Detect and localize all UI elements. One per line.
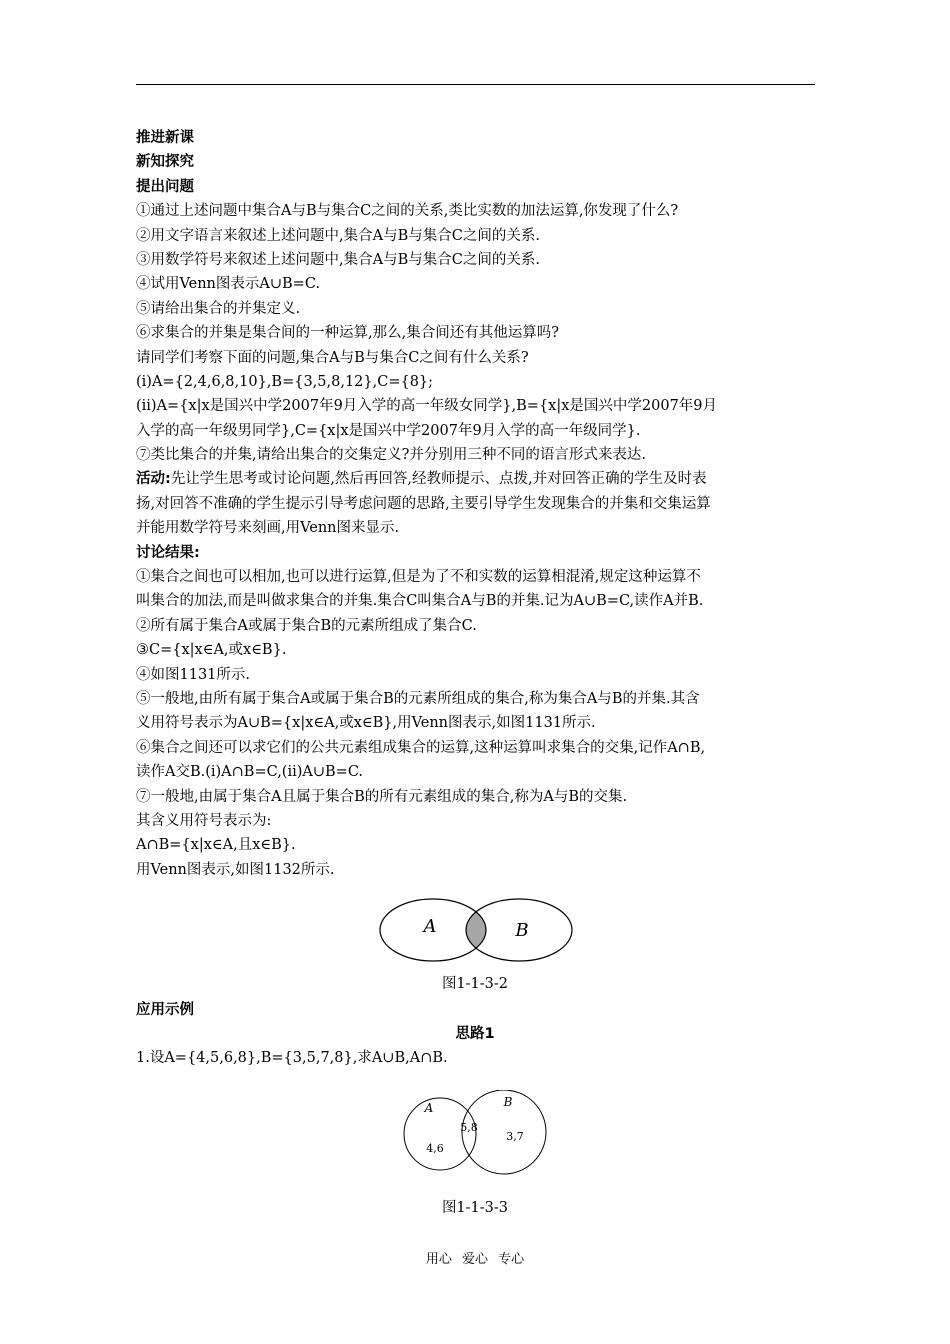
heading-explore: 新知探究 (136, 154, 194, 171)
heading-approach: 思路1 (455, 1026, 495, 1042)
figure1-caption: 图1-1-3-2 (441, 976, 509, 992)
question-line: 入学的高一年级男同学},C={x|x是国兴中学2007年9月入学的高一年级同学}. (136, 422, 641, 439)
set-b-label: B (515, 920, 529, 941)
set-b-label: B (503, 1095, 513, 1109)
question-line: ②用文字语言来叙述上述问题中,集合A与B与集合C之间的关系. (136, 227, 540, 244)
heading-application: 应用示例 (136, 1002, 194, 1018)
activity-text: 先让学生思考或讨论问题,然后再回答,经教师提示、点拨,并对回答正确的学生及时表 (170, 471, 707, 488)
main-content (136, 126, 816, 882)
venn-intersection-figure (376, 896, 576, 964)
question-line: ④试用Venn图表示A∪B=C. (136, 276, 321, 293)
question-line: (ⅱ)A={x|x是国兴中学2007年9月入学的高一年级女同学},B={x|x是国兴中学2007年9月 (136, 398, 718, 415)
discussion-line: ⑥集合之间还可以求它们的公共元素组成集合的运算,这种运算叫求集合的交集,记作A∩B, (136, 739, 706, 756)
question-line: ⑥求集合的并集是集合间的一种运算,那么,集合间还有其他运算吗? (136, 325, 559, 342)
question-line: ⑦类比集合的并集,请给出集合的交集定义?并分别用三种不同的语言形式来表达. (136, 447, 646, 464)
discussion-label: 讨论结果: (136, 544, 200, 561)
intersection-elements: 5,8 (460, 1121, 478, 1134)
page-footer: 用心 爱心 专心 (425, 1252, 525, 1267)
question-line: ⑤请给出集合的并集定义. (136, 300, 301, 317)
discussion-line: ⑤一般地,由所有属于集合A或属于集合B的元素所组成的集合,称为集合A与B的并集.其含 (136, 690, 700, 707)
heading-new-lesson: 推进新课 (136, 130, 194, 146)
activity-line: 并能用数学符号来刻画,用Venn图来显示. (136, 520, 400, 537)
question-line: (ⅰ)A={2,4,6,8,10},B={3,5,8,12},C={8}; (136, 373, 434, 390)
activity-label: 活动: (136, 471, 171, 488)
discussion-line: ⑦一般地,由属于集合A且属于集合B的所有元素组成的集合,称为A与B的交集. (136, 788, 628, 805)
question-line: ①通过上述问题中集合A与B与集合C之间的关系,类比实数的加法运算,你发现了什么? (136, 203, 679, 220)
discussion-line: 义用符号表示为A∪B={x|x∈A,或x∈B},用Venn图表示,如图1131所示. (136, 715, 596, 732)
question-line: ③用数学符号来叙述上述问题中,集合A与B与集合C之间的关系. (136, 251, 540, 268)
header-rule (136, 84, 815, 85)
discussion-line: 其含义用符号表示为: (136, 812, 272, 829)
figure2-caption: 图1-1-3-3 (441, 1200, 509, 1216)
set-a-circle (404, 1098, 476, 1170)
discussion-line: 读作A交B.(ⅰ)A∩B=C,(ⅱ)A∪B=C. (136, 764, 364, 781)
discussion-line: A∩B={x|x∈A,且x∈B}. (136, 837, 296, 854)
question-line: 请同学们考察下面的问题,集合A与B与集合C之间有什么关系? (136, 349, 529, 366)
discussion-line: ③C={x|x∈A,或x∈B}. (136, 642, 287, 659)
discussion-line: ④如图1131所示. (136, 666, 251, 683)
discussion-line: 叫集合的加法,而是叫做求集合的并集.集合C叫集合A与B的并集.记为A∪B=C,读作A并B. (136, 593, 704, 610)
venn-example-figure (398, 1090, 554, 1178)
activity-paragraph (136, 467, 816, 491)
only-a-elements: 4,6 (426, 1142, 444, 1155)
set-a-label: A (423, 916, 437, 937)
activity-line: 扬,对回答不准确的学生提示引导考虑问题的思路,主要引导学生发现集合的并集和交集运算 (136, 495, 711, 512)
only-b-elements: 3,7 (506, 1130, 524, 1143)
discussion-line: ②所有属于集合A或属于集合B的元素所组成了集合C. (136, 617, 477, 634)
discussion-line: ①集合之间也可以相加,也可以进行运算,但是为了不和实数的运算相混淆,规定这种运算不 (136, 569, 701, 586)
example-1: 1.设A={4,5,6,8},B={3,5,7,8},求A∪B,A∩B. (136, 1050, 448, 1066)
set-a-label: A (424, 1101, 434, 1115)
discussion-line: 用Venn图表示,如图1132所示. (136, 861, 335, 878)
heading-questions: 提出问题 (136, 178, 194, 195)
